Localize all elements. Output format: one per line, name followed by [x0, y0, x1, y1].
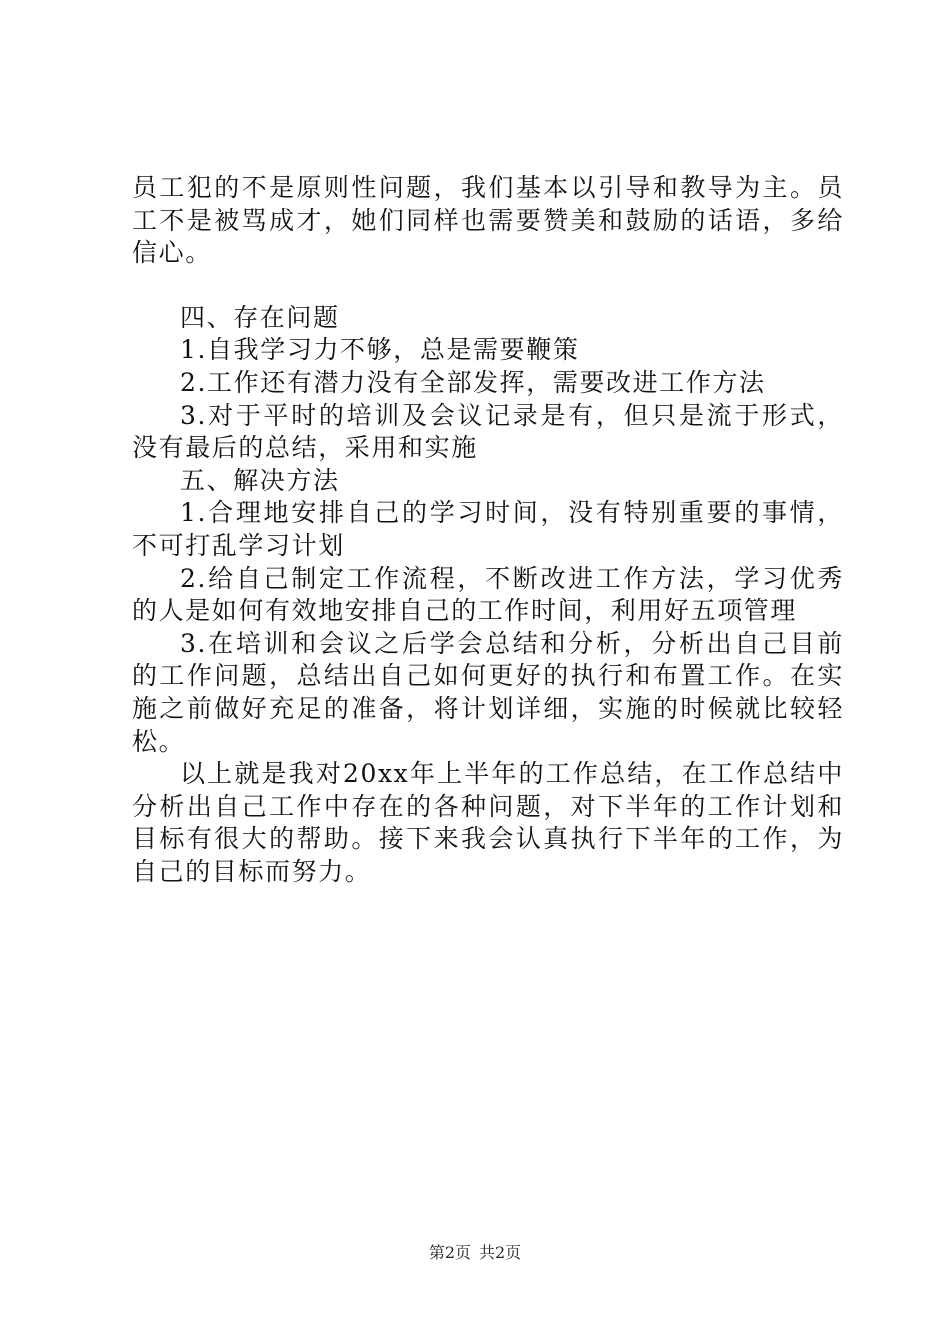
- page-total: 共2页: [479, 1243, 522, 1262]
- solution-item-1: 1.合理地安排自己的学习时间，没有特别重要的事情，不可打乱学习计划: [132, 498, 844, 560]
- solution-item-2: 2.给自己制定工作流程，不断改进工作方法，学习优秀的人是如何有效地安排自己的工作时间，利用好五项管理: [132, 563, 844, 626]
- section-heading-solutions: 五、解决方法: [180, 465, 340, 495]
- paragraph-continuation: 员工犯的不是原则性问题，我们基本以引导和教导为主。员工不是被骂成才，她们同样也需要赞美和鼓励的话语，多给信心。: [132, 173, 844, 268]
- document-body: [132, 172, 844, 888]
- problem-item-2: 2.工作还有潜力没有全部发挥，需要改进工作方法: [180, 367, 766, 397]
- section-heading-problems: 四、存在问题: [180, 302, 340, 332]
- solution-item-3: 3.在培训和会议之后学会总结和分析，分析出自己目前的工作问题，总结出自己如何更好的执行和布置工作。在实施之前做好充足的准备，将计划详细，实施的时候就比较轻松。: [132, 628, 844, 756]
- problem-item-3: 3.对于平时的培训及会议记录是有，但只是流于形式，没有最后的总结，采用和实施: [132, 400, 844, 463]
- conclusion-paragraph: 以上就是我对20xx年上半年的工作总结，在工作总结中分析出自己工作中存在的各种问题，对下半年的工作计划和目标有很大的帮助。接下来我会认真执行下半年的工作，为自己的目标而努力。: [132, 759, 844, 886]
- page-number: 第2页: [428, 1243, 471, 1262]
- page-footer: [0, 1243, 950, 1263]
- problem-item-1: 1.自我学习力不够，总是需要鞭策: [180, 335, 580, 365]
